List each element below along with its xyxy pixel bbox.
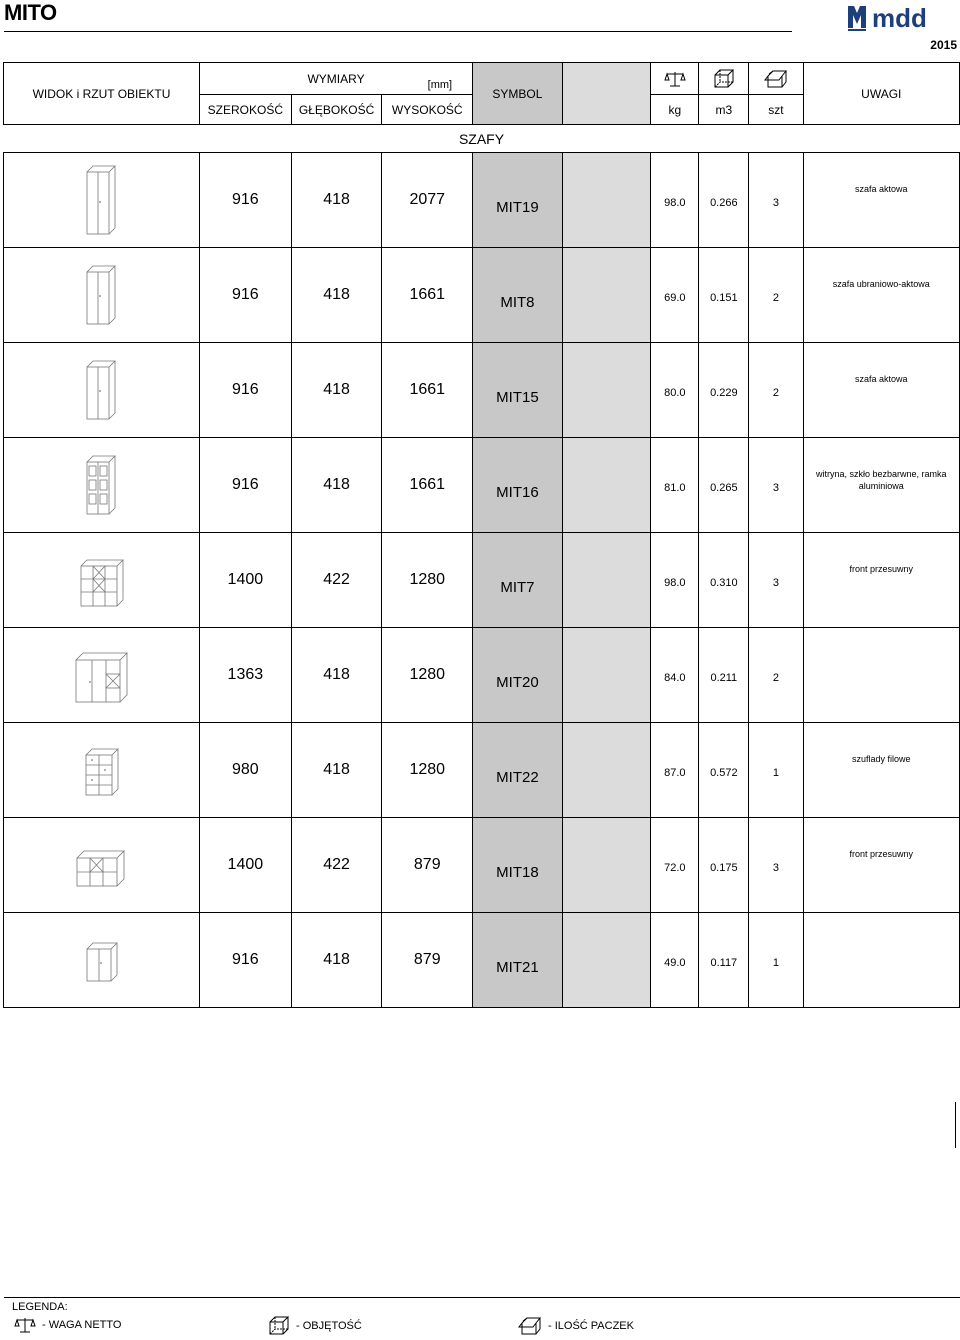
cell-gray-spacer: [562, 628, 651, 723]
cell-width: 1400: [199, 818, 291, 913]
table-row: [4, 913, 960, 1008]
cell-note: szuflady filowe: [803, 723, 959, 818]
cell-szt: 1: [749, 723, 803, 818]
wardrobe-drawing: [79, 260, 123, 330]
cell-gray-spacer: [562, 343, 651, 438]
product-thumbnail: [4, 818, 200, 913]
cell-gray-spacer: [562, 438, 651, 533]
cell-width: 916: [199, 153, 291, 248]
cell-m3: 0.265: [699, 438, 749, 533]
cell-kg: 81.0: [651, 438, 699, 533]
cell-symbol: MIT15: [473, 343, 563, 438]
col-gray-spacer: [562, 63, 651, 125]
cell-width: 1400: [199, 533, 291, 628]
cell-width: 1363: [199, 628, 291, 723]
drawer-cabinet-drawing: [78, 739, 124, 801]
table-row: [4, 818, 960, 913]
cell-symbol: MIT7: [473, 533, 563, 628]
cell-kg: 98.0: [651, 153, 699, 248]
cell-depth: 418: [291, 248, 382, 343]
cell-depth: 422: [291, 533, 382, 628]
col-width: SZEROKOŚĆ: [199, 95, 291, 125]
cell-depth: 418: [291, 153, 382, 248]
cell-szt: 2: [749, 343, 803, 438]
cell-width: 980: [199, 723, 291, 818]
cell-height: 1280: [382, 723, 473, 818]
cube-icon: [713, 69, 735, 89]
section-row: [4, 125, 960, 153]
cell-kg: 80.0: [651, 343, 699, 438]
low-cabinet-drawing: [79, 933, 123, 987]
product-thumbnail: [4, 153, 200, 248]
col-package-icon: [749, 63, 803, 95]
legend-volume-label: - OBJĘTOŚĆ: [296, 1320, 362, 1332]
cell-height: 2077: [382, 153, 473, 248]
mdd-logo: [846, 0, 958, 34]
tall-wardrobe-drawing: [79, 160, 123, 240]
cell-szt: 3: [749, 533, 803, 628]
catalog-year: 2015: [930, 38, 957, 52]
cell-note: front przesuwny: [803, 533, 959, 628]
cell-gray-spacer: [562, 723, 651, 818]
cell-symbol: MIT21: [473, 913, 563, 1008]
cell-note: [803, 913, 959, 1008]
col-unit: [mm]: [427, 79, 453, 91]
cell-kg: 84.0: [651, 628, 699, 723]
package-icon: [518, 1316, 542, 1336]
cell-note: [803, 628, 959, 723]
cell-depth: 418: [291, 723, 382, 818]
cell-m3: 0.211: [699, 628, 749, 723]
cell-symbol: MIT18: [473, 818, 563, 913]
cell-width: 916: [199, 913, 291, 1008]
cell-m3: 0.151: [699, 248, 749, 343]
cell-width: 916: [199, 248, 291, 343]
col-dimensions-group: [199, 63, 472, 95]
cell-m3: 0.175: [699, 818, 749, 913]
table-row: [4, 248, 960, 343]
cell-gray-spacer: [562, 533, 651, 628]
cell-szt: 3: [749, 818, 803, 913]
cell-note: szafa aktowa: [803, 153, 959, 248]
section-label: SZAFY: [4, 125, 960, 153]
col-volume-icon: [699, 63, 749, 95]
col-m3: m3: [699, 95, 749, 125]
product-thumbnail: [4, 248, 200, 343]
cell-symbol: MIT8: [473, 248, 563, 343]
cell-width: 916: [199, 438, 291, 533]
cell-m3: 0.266: [699, 153, 749, 248]
legend-weight-label: - WAGA NETTO: [42, 1319, 122, 1331]
col-height: WYSOKOŚĆ: [382, 95, 473, 125]
col-symbol: SYMBOL: [473, 63, 563, 125]
table-row: [4, 343, 960, 438]
cell-depth: 418: [291, 343, 382, 438]
cell-kg: 49.0: [651, 913, 699, 1008]
legend-title: LEGENDA:: [12, 1301, 68, 1313]
cell-kg: 87.0: [651, 723, 699, 818]
product-table: [3, 62, 960, 1008]
product-thumbnail: [4, 723, 200, 818]
col-notes: UWAGI: [803, 63, 959, 125]
cell-height: 1661: [382, 248, 473, 343]
scale-icon: [14, 1316, 36, 1334]
cell-height: 1661: [382, 343, 473, 438]
col-depth: GŁĘBOKOŚĆ: [291, 95, 382, 125]
table-row: [4, 723, 960, 818]
table-row: [4, 153, 960, 248]
legend-divider: [4, 1297, 960, 1298]
cell-szt: 2: [749, 628, 803, 723]
col-view: WIDOK i RZUT OBIEKTU: [4, 63, 200, 125]
cell-kg: 69.0: [651, 248, 699, 343]
cell-depth: 418: [291, 628, 382, 723]
cell-width: 916: [199, 343, 291, 438]
cell-note: szafa aktowa: [803, 343, 959, 438]
cell-gray-spacer: [562, 153, 651, 248]
table-row: [4, 533, 960, 628]
product-thumbnail: [4, 438, 200, 533]
cell-note: front przesuwny: [803, 818, 959, 913]
cell-depth: 418: [291, 438, 382, 533]
combo-cabinet-drawing: [72, 642, 130, 708]
col-kg: kg: [651, 95, 699, 125]
legend-volume: [268, 1316, 362, 1336]
legend-packages-label: - ILOŚĆ PACZEK: [548, 1320, 634, 1332]
cell-symbol: MIT19: [473, 153, 563, 248]
cell-symbol: MIT16: [473, 438, 563, 533]
cell-gray-spacer: [562, 818, 651, 913]
page-title: MITO: [4, 0, 57, 25]
col-szt: szt: [749, 95, 803, 125]
product-thumbnail: [4, 628, 200, 723]
cell-m3: 0.117: [699, 913, 749, 1008]
legend-packages: [518, 1316, 634, 1336]
wardrobe-drawing: [79, 355, 123, 425]
low-shelf-drawing: [73, 838, 129, 892]
cell-symbol: MIT20: [473, 628, 563, 723]
logo-text: mdd: [872, 3, 927, 33]
col-dimensions: WYMIARY: [307, 71, 365, 86]
cell-kg: 98.0: [651, 533, 699, 628]
cell-height: 879: [382, 913, 473, 1008]
legend-weight: [14, 1316, 121, 1334]
cell-symbol: MIT22: [473, 723, 563, 818]
cell-m3: 0.310: [699, 533, 749, 628]
product-thumbnail: [4, 343, 200, 438]
scale-icon: [664, 70, 686, 88]
title-divider: [4, 31, 792, 32]
cell-note: witryna, szkło bezbarwne, ramka aluminiowa: [803, 438, 959, 533]
cell-m3: 0.229: [699, 343, 749, 438]
cell-depth: 418: [291, 913, 382, 1008]
header-row-top: [4, 63, 960, 95]
cell-gray-spacer: [562, 913, 651, 1008]
cell-szt: 1: [749, 913, 803, 1008]
glass-cabinet-drawing: [79, 450, 123, 520]
cell-szt: 2: [749, 248, 803, 343]
cell-szt: 3: [749, 438, 803, 533]
col-weight-icon: [651, 63, 699, 95]
edge-mark: [955, 1102, 960, 1148]
wide-shelf-drawing: [75, 548, 127, 612]
product-thumbnail: [4, 913, 200, 1008]
cell-m3: 0.572: [699, 723, 749, 818]
cell-height: 1661: [382, 438, 473, 533]
cell-szt: 3: [749, 153, 803, 248]
cell-height: 1280: [382, 533, 473, 628]
cube-icon: [268, 1316, 290, 1336]
cell-depth: 422: [291, 818, 382, 913]
cell-height: 1280: [382, 628, 473, 723]
table-row: [4, 628, 960, 723]
table-row: [4, 438, 960, 533]
cell-gray-spacer: [562, 248, 651, 343]
cell-kg: 72.0: [651, 818, 699, 913]
package-icon: [764, 69, 788, 89]
cell-note: szafa ubraniowo-aktowa: [803, 248, 959, 343]
product-thumbnail: [4, 533, 200, 628]
cell-height: 879: [382, 818, 473, 913]
